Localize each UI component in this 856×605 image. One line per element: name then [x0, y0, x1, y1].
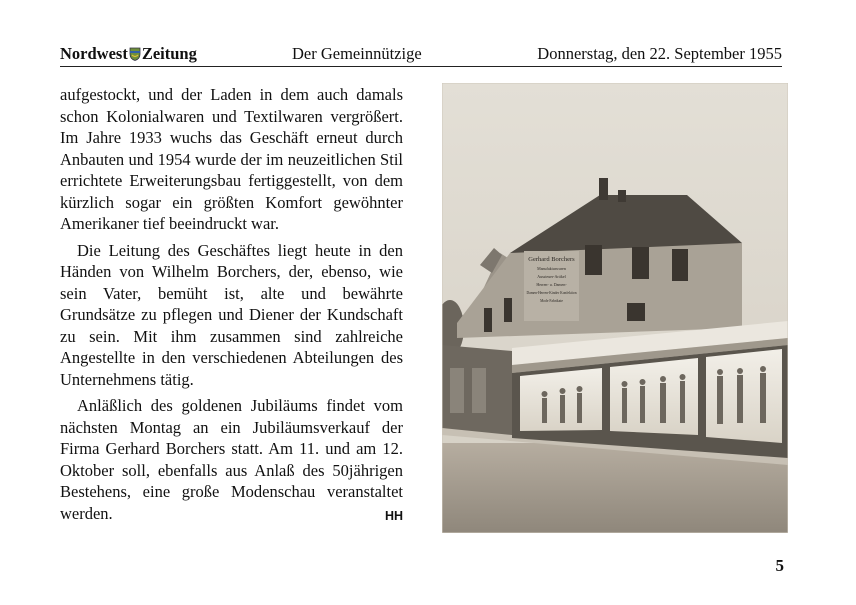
brand-nordwest: Nordwest	[60, 44, 128, 63]
section-title: Der Gemeinnützige	[292, 44, 422, 63]
newspaper-name	[60, 44, 197, 64]
crest-icon	[129, 47, 141, 61]
article-column	[60, 84, 403, 529]
sign-line-3: Aussteuer-Artikel	[537, 274, 566, 279]
sign-line-2: Manufakturwaren	[537, 266, 566, 271]
paragraph-2: Die Leitung des Geschäftes liegt heute in den Händen von Wilhelm Borchers, der, ebenso, wie sein Vater, bemüht ist, alte und bewährte Grundsätze zu pflegen und Diener der Kundschaft zu sein. Mit ihm zusammen sind zahlreiche Angestellte in den verschiedenen Abteilungen des Unternehmens tätig.	[60, 240, 403, 389]
page-number: 5	[775, 556, 784, 575]
store-photo	[442, 83, 788, 533]
author-signature: HH	[384, 508, 403, 523]
paragraph-1: aufgestockt, und der Laden in dem auch damals schon Kolonialwaren und Textilwaren vergrößert. Im Jahre 1933 wuchs das Geschäft erneut durch Anbauten und 1954 wurde der im neuzeitlichen Stil errichtete Erweiterungsbau fertiggestellt, von dem kürzlich sogar ein größten Komfort gewöhnter Amerikaner tief beeindruckt war.	[60, 85, 403, 233]
sign-line-6: Mode Fabrikate	[540, 299, 563, 303]
paragraph-3	[60, 395, 403, 524]
brand-zeitung: Zeitung	[141, 44, 197, 63]
paragraph-3-text: Anläßlich des goldenen Jubiläums findet vom nächsten Montag an ein Jubiläumsverkauf der Firma Gerhard Borchers statt. Am 11. und am 12. Oktober soll, ebenfalls aus Anlaß des 50jährigen Bestehens, eine große Modenschau veranstaltet werden.	[60, 396, 403, 523]
issue-date: Donnerstag, den 22. September 1955	[537, 44, 782, 63]
sign-line-1: Gerhard Borchers	[528, 256, 575, 263]
page-header	[60, 44, 782, 67]
sign-line-4: Herren- u. Damen-	[536, 282, 567, 287]
sign-line-5: Damen-Herren-Kinder Konfektion	[526, 291, 577, 295]
